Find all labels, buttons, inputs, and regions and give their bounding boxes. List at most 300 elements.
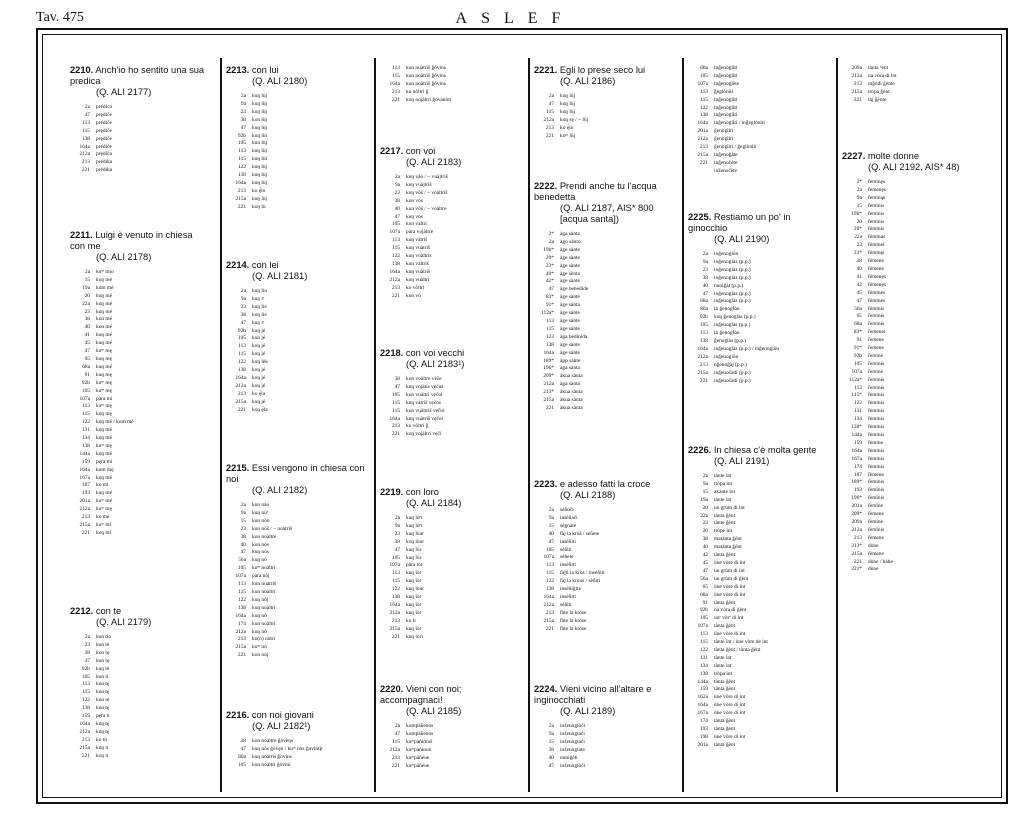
locality-code: 23 <box>84 641 90 648</box>
column-1 <box>70 0 210 800</box>
dialect-form: fèmenei <box>868 329 886 336</box>
dialect-form: tànta ǧènt <box>714 686 736 693</box>
locality-code: 40* <box>545 270 554 277</box>
dialect-form: kuŋ vuàltri <box>406 276 430 283</box>
locality-code: 45 <box>856 289 862 296</box>
dialect-form: kun noàtriš ǧòvins <box>406 72 446 79</box>
list-item <box>380 73 522 81</box>
list-item <box>70 753 210 761</box>
locality-code: 83* <box>545 294 554 301</box>
dialect-form: tròpa ìnt <box>714 480 733 487</box>
locality-code: 47 <box>84 111 90 118</box>
list-item <box>226 644 366 652</box>
entry-title: Vieni con noi; accompagnaci! <box>380 684 462 705</box>
locality-code: 47 <box>548 286 554 293</box>
entry-rows <box>380 376 522 439</box>
dialect-form: àga sànta <box>560 231 580 237</box>
dialect-form: matànta ǧènt <box>714 544 742 551</box>
dialect-form: kuŋ nò <box>252 612 267 619</box>
locality-code: 122 <box>391 253 400 260</box>
list-item <box>688 81 830 89</box>
dialect-form: kon noàltre ǧòveŋs <box>252 738 293 744</box>
entry-reference: (Q. ALI 2191) <box>714 456 770 466</box>
dialect-form: kon nòj <box>252 652 269 659</box>
dialect-form: fèminis <box>868 218 885 225</box>
dialect-form: kuŋ mę <box>96 371 112 378</box>
list-item <box>70 482 210 490</box>
entry-reference: (Q. ALI 2192, AIS* 48) <box>868 162 960 172</box>
dialect-form: tànta ǧènt <box>714 718 736 725</box>
list-item <box>842 345 992 353</box>
list-item <box>842 377 992 385</box>
list-item <box>70 396 210 404</box>
entry-reference: (Q. ALI 2180) <box>252 76 308 86</box>
dialect-form: kuᵐ mę <box>96 348 112 355</box>
list-item <box>70 451 210 459</box>
dialect-form: tròpe ìnt <box>714 528 733 535</box>
locality-code: 115 <box>546 108 554 115</box>
entry-heading <box>688 445 830 467</box>
locality-code: 105 <box>237 565 246 572</box>
dialect-form: tròpa ǧènt <box>868 88 890 95</box>
list-item <box>534 570 676 578</box>
locality-code: 38 <box>702 536 708 543</box>
dialect-form: kuŋ mé <box>96 292 112 299</box>
dialect-form: pęra ti <box>96 713 110 720</box>
list-item <box>842 424 992 432</box>
locality-code: 113 <box>392 570 400 577</box>
list-item <box>226 204 366 212</box>
list-item <box>842 298 992 306</box>
entry-heading <box>226 710 366 732</box>
entry-reference: (Q. ALI 2177) <box>96 87 152 97</box>
locality-code: 198 <box>699 733 708 740</box>
locality-code: 164a <box>851 447 862 454</box>
dialect-form: àge benedìde <box>560 286 589 293</box>
list-item <box>70 380 210 388</box>
locality-code: 40 <box>548 754 554 761</box>
dialect-form: kun nuàtriš ǧòvins <box>406 65 446 71</box>
locality-code: 138 <box>81 135 90 142</box>
list-item <box>70 128 210 136</box>
dialect-form: tàj ǧènte <box>868 96 887 103</box>
list-item <box>842 258 992 266</box>
dialect-form: fèmenęs <box>868 273 886 280</box>
entry-number: 2215. <box>226 463 250 473</box>
locality-code: 221 <box>81 167 90 174</box>
dialect-form: àge sànta <box>560 302 580 309</box>
entry-rows <box>70 104 210 175</box>
locality-code: 138 <box>699 112 708 119</box>
list-item <box>380 237 522 245</box>
dialect-form: fèminis <box>868 408 885 415</box>
dialect-form: kuŋ vuàjtriš <box>406 181 432 188</box>
dialect-form: kuᵐ mę <box>96 387 112 394</box>
dialect-form: kum mę <box>96 466 114 473</box>
locality-code: 2a <box>240 288 246 294</box>
dialect-form: kuŋ lòr <box>406 554 422 561</box>
locality-code: 113 <box>700 330 708 337</box>
dialect-form: kon noàltre <box>252 533 277 540</box>
locality-code: 107a <box>235 573 246 580</box>
list-item <box>70 388 210 396</box>
dialect-form: kuŋ nòj <box>252 596 269 603</box>
dialect-form: àge sànte <box>560 246 580 253</box>
list-item <box>688 600 830 608</box>
list-item <box>688 528 830 536</box>
locality-code: 47 <box>84 348 90 355</box>
list-item <box>688 120 830 128</box>
list-item <box>842 400 992 408</box>
dialect-form: tànte ǧènt <box>714 520 736 527</box>
list-item <box>534 117 676 125</box>
list-item <box>380 285 522 293</box>
dialect-form: ségnate <box>560 522 577 529</box>
list-item <box>70 309 210 317</box>
dialect-form: kun vàltri <box>406 221 427 228</box>
locality-code: 138 <box>237 172 246 179</box>
entry-rows <box>534 723 676 770</box>
dialect-form: koŋ vojàltri vẹči <box>406 431 442 438</box>
list-item <box>534 618 676 626</box>
list-item <box>70 737 210 745</box>
locality-code: 68a <box>700 65 708 71</box>
locality-code: 23 <box>702 266 708 273</box>
dialect-form: kuᵐpàñene <box>406 762 430 769</box>
list-item <box>380 747 522 755</box>
list-item <box>688 362 830 370</box>
dialect-form: kuŋ mé <box>96 276 112 283</box>
entry-rows <box>70 634 210 761</box>
locality-code: 164a <box>697 345 708 352</box>
dialect-form: kun nào <box>252 502 270 508</box>
locality-code: 68a <box>854 321 862 328</box>
dialect-form: kuᵐ nò <box>252 644 267 651</box>
list-item <box>534 763 676 771</box>
locality-code: 38 <box>548 746 554 753</box>
dialect-form: àkua sànta <box>560 397 583 404</box>
entry-rows <box>534 93 676 140</box>
dialect-form: ùne vòre di ìnt <box>714 702 746 709</box>
dialect-form: pàra mi <box>96 395 113 402</box>
list-item <box>70 713 210 721</box>
locality-code: 213 <box>391 88 400 95</box>
list-item <box>380 229 522 237</box>
list-item <box>688 592 830 600</box>
dialect-form: kuŋ mé <box>96 435 112 442</box>
entry-title: con te <box>93 606 122 616</box>
list-item <box>226 597 366 605</box>
dialect-form: fèminas <box>868 234 886 241</box>
locality-code: 122 <box>853 400 862 407</box>
locality-code: 174 <box>699 718 708 725</box>
list-item <box>70 136 210 144</box>
list-item <box>226 312 366 320</box>
entry-heading <box>688 212 830 245</box>
dialect-form: kuŋ tę <box>96 728 110 735</box>
locality-code: 131 <box>853 408 862 415</box>
list-item <box>70 301 210 309</box>
list-item <box>842 495 992 503</box>
locality-code: 221 <box>853 96 862 103</box>
dialect-form: kuŋ jé <box>252 382 266 389</box>
locality-code: 115 <box>700 96 708 103</box>
dialect-form: tànta ǧènt <box>714 599 736 606</box>
locality-code: 189* <box>543 357 554 364</box>
list-item <box>842 313 992 321</box>
list-item <box>534 531 676 539</box>
dialect-form: inǧenoglòn <box>714 251 739 257</box>
list-item <box>380 515 522 523</box>
list-item <box>534 255 676 263</box>
list-item <box>380 763 522 771</box>
list-item <box>380 65 522 73</box>
locality-code: 40 <box>84 324 90 331</box>
dialect-form: pęra mi <box>96 458 113 465</box>
locality-code: 213 <box>391 617 400 624</box>
locality-code: 113 <box>392 65 400 71</box>
dialect-form: kuŋ vòs <box>406 213 423 220</box>
list-item <box>688 314 830 322</box>
locality-code: 221 <box>237 406 246 413</box>
list-item <box>380 277 522 285</box>
locality-code: 213 <box>853 80 862 87</box>
dialect-form: séñete <box>560 554 574 561</box>
list-item <box>842 519 992 527</box>
list-item <box>842 226 992 234</box>
locality-code: 105 <box>699 615 708 622</box>
list-item <box>70 269 210 277</box>
list-item <box>688 168 830 176</box>
list-item <box>842 432 992 440</box>
column-6 <box>842 0 992 800</box>
dialect-form: fèmines <box>868 297 886 304</box>
locality-code: 167a <box>697 710 708 717</box>
list-item <box>226 502 366 510</box>
entry-reference: (Q. ALI 2190) <box>714 234 770 244</box>
dialect-form: ùne vòre di ìnt <box>714 694 746 701</box>
entry-section <box>688 212 830 385</box>
locality-code: 92b <box>699 314 708 321</box>
dialect-form: kuŋ lùj <box>252 93 268 99</box>
entry-number: 2218. <box>380 348 404 358</box>
list-item <box>226 383 366 391</box>
locality-code: 209a <box>851 518 862 525</box>
list-item <box>380 586 522 594</box>
dialect-form: kun vàltriš <box>406 260 429 267</box>
entry-rows <box>226 738 366 770</box>
dialect-form: kuŋ iᵉ <box>252 319 265 326</box>
list-item <box>842 369 992 377</box>
entry-section <box>380 65 522 105</box>
entry-rows <box>534 231 676 413</box>
dialect-form: kun tę <box>96 681 110 688</box>
list-item <box>688 112 830 120</box>
entry-section <box>70 606 210 761</box>
locality-code: 38 <box>394 376 400 382</box>
locality-code: 40 <box>548 530 554 537</box>
locality-code: 212a <box>851 72 862 79</box>
dialect-form: fàte la kròse <box>560 625 587 632</box>
dialect-form: fèminis <box>868 202 885 209</box>
locality-code: 138 <box>545 586 554 593</box>
dialect-form: kun nuàtriš <box>252 581 277 588</box>
locality-code: 122 <box>545 578 554 585</box>
locality-code: 221 <box>391 762 400 769</box>
list-item <box>226 542 366 550</box>
locality-code: 45 <box>702 559 708 566</box>
entry-reference: (Q. ALI 2183) <box>406 157 462 167</box>
list-item <box>70 697 210 705</box>
list-item <box>380 408 522 416</box>
dialect-form: ko ę̀lo <box>560 124 574 131</box>
dialect-form: fèmenęs <box>868 186 886 193</box>
dialect-form: àga sànta <box>560 365 580 372</box>
list-item <box>842 89 992 97</box>
list-item <box>380 555 522 563</box>
locality-code: 91* <box>853 345 862 352</box>
locality-code: 215a <box>851 550 862 557</box>
dialect-form: koŋ lòri <box>406 633 423 640</box>
dialect-form: kuŋ lòr <box>406 578 422 585</box>
dialect-form: àge sànte <box>560 325 580 332</box>
dialect-form: kuŋ lòr <box>406 625 422 632</box>
entry-number: 2214. <box>226 260 250 270</box>
list-item <box>226 117 366 125</box>
locality-code: 221 <box>391 96 400 103</box>
locality-code: 15 <box>84 276 90 283</box>
locality-code: 221 <box>391 292 400 299</box>
list-item <box>534 358 676 366</box>
list-item <box>534 731 676 739</box>
locality-code: 115 <box>238 156 246 163</box>
dialect-form: fèmene <box>868 345 884 352</box>
list-item <box>226 93 366 101</box>
list-item <box>534 507 676 515</box>
entry-title: molte donne <box>865 151 920 161</box>
dialect-form: àge sànte <box>560 254 580 261</box>
locality-code: 107a <box>697 623 708 630</box>
list-item <box>70 403 210 411</box>
locality-code: 215a <box>79 744 90 751</box>
list-item <box>842 448 992 456</box>
list-item <box>534 350 676 358</box>
dialect-form: kuᵐ noàltri <box>252 565 276 572</box>
list-item <box>688 631 830 639</box>
entry-reference: (Q. ALI 2182) <box>252 485 308 495</box>
locality-code: 9a <box>240 509 246 516</box>
locality-code: 107a <box>389 562 400 569</box>
entry-reference: (Q. ALI 2184) <box>406 498 462 508</box>
locality-code: 47 <box>856 297 862 304</box>
list-item <box>842 329 992 337</box>
dialect-form: fèmene <box>868 511 884 518</box>
locality-code: 38 <box>240 116 246 123</box>
locality-code: 47 <box>240 124 246 131</box>
list-item <box>534 405 676 413</box>
locality-code: 122 <box>391 586 400 593</box>
list-item <box>688 330 830 338</box>
locality-code: 112a* <box>541 310 554 317</box>
locality-code: 193 <box>81 490 90 497</box>
locality-code: 115 <box>546 325 554 332</box>
entry-heading <box>534 65 676 87</box>
locality-code: 138 <box>391 594 400 601</box>
list-item <box>380 618 522 626</box>
list-item <box>226 407 366 415</box>
locality-code: 187 <box>81 482 90 489</box>
dialect-form: kuŋ vuàtriš vẹčoi <box>406 415 444 422</box>
dialect-form: fèmene <box>868 471 884 478</box>
list-item <box>688 136 830 144</box>
entry-number: 2226. <box>688 445 712 455</box>
list-item <box>226 510 366 518</box>
locality-code: 115 <box>546 570 554 577</box>
locality-code: 15 <box>702 488 708 495</box>
dialect-form: nuniǧèti <box>560 754 578 761</box>
locality-code: 189* <box>851 479 862 486</box>
list-item <box>842 211 992 219</box>
list-item <box>534 562 676 570</box>
list-item <box>70 689 210 697</box>
list-item <box>70 285 210 293</box>
dialect-form: tànte ìnt <box>714 654 732 661</box>
locality-code: 9a <box>548 514 554 521</box>
dialect-form: inženòglate <box>560 746 585 753</box>
list-item <box>842 361 992 369</box>
dialect-form: fèmene <box>868 550 884 557</box>
locality-code: 164a <box>79 720 90 727</box>
locality-code: 56a <box>854 305 862 312</box>
list-item <box>688 105 830 113</box>
entry-reference: (Q. ALI 2181) <box>252 271 308 281</box>
locality-code: 201a <box>697 128 708 135</box>
dialect-form: pàra vojàltre <box>406 229 434 236</box>
entry-title: In chiesa c'è molta gente <box>711 445 817 455</box>
list-item <box>688 338 830 346</box>
dialect-form: inženòglači <box>560 730 585 737</box>
list-item <box>226 156 366 164</box>
locality-code: 20 <box>84 292 90 299</box>
locality-code: 40 <box>702 282 708 289</box>
entry-heading <box>380 348 522 370</box>
entry-number: 2212. <box>70 606 94 616</box>
locality-code: 212a <box>851 526 862 533</box>
locality-code: 107a <box>389 229 400 236</box>
locality-code: 221 <box>545 625 554 632</box>
locality-code: 105 <box>237 335 246 342</box>
list-item <box>70 159 210 167</box>
list-item <box>688 505 830 513</box>
list-item <box>688 663 830 671</box>
entry-section <box>842 151 992 574</box>
dialect-form: inséñiǧite <box>560 586 581 593</box>
locality-code: 209a <box>851 65 862 71</box>
dialect-form: kun vųàltriš vẹčoi <box>406 407 445 414</box>
list-item <box>226 343 366 351</box>
locality-code: 2a <box>856 186 862 193</box>
dialect-form: kuŋ jé <box>252 343 266 350</box>
locality-code: 105 <box>391 391 400 398</box>
dialect-form: kompàñenos <box>406 723 434 729</box>
dialect-form: kuŋ iᵉ <box>252 295 265 302</box>
list-item <box>688 726 830 734</box>
list-item <box>534 231 676 239</box>
list-item <box>534 294 676 302</box>
list-item <box>70 705 210 713</box>
list-item <box>534 586 676 594</box>
list-item <box>70 514 210 522</box>
